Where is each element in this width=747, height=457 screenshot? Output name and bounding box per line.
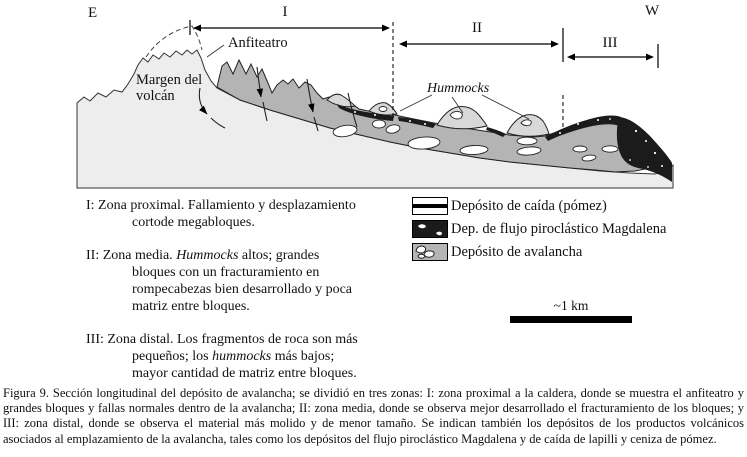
legend-label: Dep. de flujo piroclástico Magdalena bbox=[451, 220, 667, 237]
legend-item-avalancha bbox=[412, 243, 666, 261]
scale-bar-line bbox=[510, 316, 632, 323]
zone-description: III: Zona distal. Los fragmentos de roca son más pequeños; los hummocks más bajos; mayor cantidad de matriz entre bloques. bbox=[86, 332, 358, 381]
zone-3-arrow-label: III bbox=[602, 35, 618, 51]
zone-1-arrow-label: I bbox=[282, 4, 288, 20]
hummocks-label: Hummocks bbox=[427, 81, 490, 96]
legend-swatch-avalancha bbox=[412, 243, 448, 261]
scale-bar-label: ~1 km bbox=[553, 298, 589, 313]
legend-label: Depósito de avalancha bbox=[451, 243, 583, 260]
direction-west-label: W bbox=[645, 3, 660, 19]
legend-item-magdalena bbox=[412, 220, 666, 238]
legend-item-caida bbox=[412, 197, 666, 215]
deposit-legend bbox=[412, 197, 666, 266]
legend-label: Depósito de caída (pómez) bbox=[451, 197, 607, 214]
margen-volcan-label-line2: volcán bbox=[136, 88, 175, 104]
legend-swatch-caida bbox=[412, 197, 448, 215]
figure-caption: Figura 9. Sección longitudinal del depósito de avalancha; se dividió en tres zonas: I: zona proximal a la caldera, donde se muestra el anfiteatro y grandes bloques y fallas normales dentro de la avalancha; II: zona media, donde se observa mejor desarrollado el fracturamiento de los bloques; y III: zona distal, donde se observa el material más molido y de menor tamaño. Se indican también los depósitos de los productos volcánicos asociados al emplazamiento de la avalancha, tales como los depósitos del flujo piroclástico Magdalena y de caída de lapilli y ceniza de pómez. bbox=[3, 386, 744, 446]
margen-volcan-label-line1: Margen del bbox=[136, 72, 203, 88]
zone-description: II: Zona media. Hummocks altos; grandes bloques con un fracturamiento en rompecabezas bien desarrollado y poca matriz entre bloques. bbox=[86, 248, 353, 314]
direction-east-label: E bbox=[88, 5, 98, 21]
zone-description: I: Zona proximal. Fallamiento y desplazamiento cortode megabloques. bbox=[86, 198, 356, 230]
zone-descriptions bbox=[86, 197, 421, 398]
cross-section-diagram bbox=[0, 0, 747, 196]
legend-swatch-magdalena bbox=[412, 220, 448, 238]
scale-bar bbox=[510, 299, 632, 323]
anfiteatro-label: Anfiteatro bbox=[228, 35, 288, 51]
zone-2-arrow-label: II bbox=[472, 20, 482, 36]
